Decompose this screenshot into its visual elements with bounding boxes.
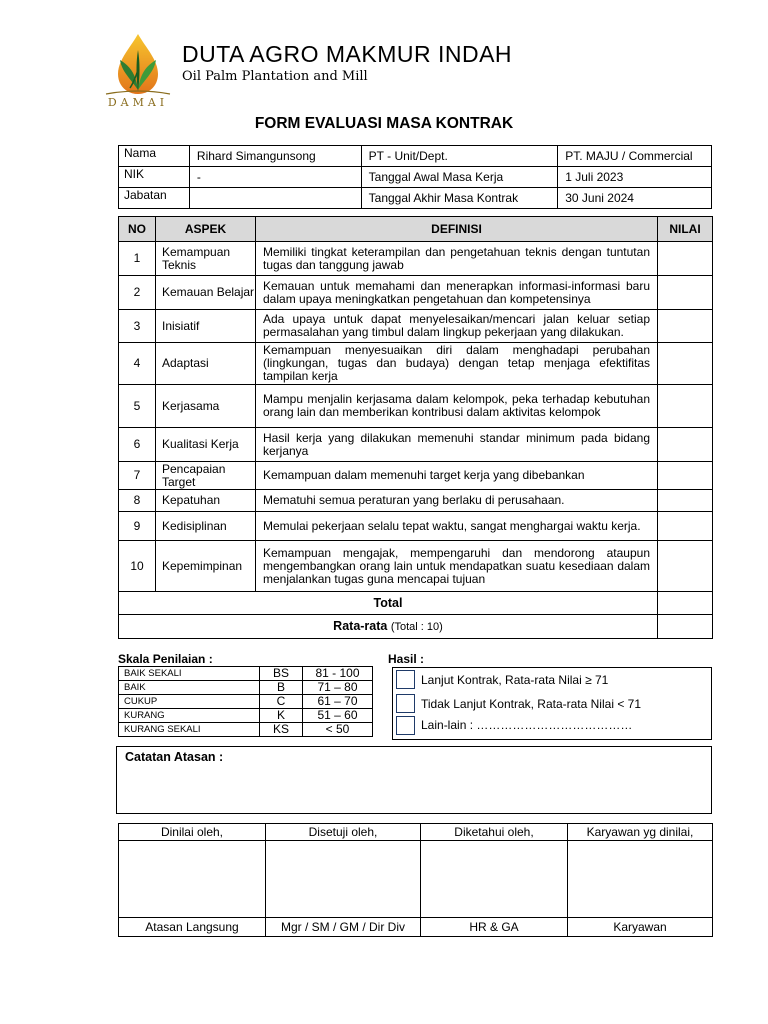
- result-box: [392, 667, 712, 740]
- row-definition: Memulai pekerjaan selalu tepat waktu, sangat menghargai waktu kerja.: [256, 512, 658, 541]
- row-score-cell[interactable]: [658, 385, 713, 428]
- row-number: 4: [119, 343, 156, 385]
- row-score-cell[interactable]: [658, 428, 713, 462]
- signature-role: Karyawan: [568, 918, 713, 937]
- signature-table: [118, 823, 713, 937]
- row-aspect: Kualitasi Kerja: [156, 428, 256, 462]
- average-label-cell: [119, 615, 658, 639]
- row-score-cell[interactable]: [658, 242, 713, 276]
- scale-code: BS: [260, 667, 303, 681]
- identity-table: [118, 145, 712, 209]
- signature-role-row: [119, 918, 713, 937]
- company-name: DUTA AGRO MAKMUR INDAH: [182, 41, 513, 67]
- row-number: 9: [119, 512, 156, 541]
- row-definition: Mampu menjalin kerjasama dalam kelompok, peka terhadap kebutuhan orang lain dan memberikan kontribusi dalam aktivitas kelompok: [256, 385, 658, 428]
- scale-range: 61 – 70: [303, 695, 373, 709]
- scale-label: KURANG: [119, 709, 260, 723]
- row-definition: Ada upaya untuk dapat menyelesaikan/mencari jalan keluar setiap permasalahan yang timbul dalam lingkup pekerjaan yang dilakukan.: [256, 310, 658, 343]
- signature-area-assessor[interactable]: [119, 841, 266, 918]
- result-option-label: Lanjut Kontrak, Rata-rata Nilai ≥ 71: [421, 673, 609, 687]
- scale-range: 81 - 100: [303, 667, 373, 681]
- row-score-cell[interactable]: [658, 490, 713, 512]
- scale-code: B: [260, 681, 303, 695]
- row-aspect: Inisiatif: [156, 310, 256, 343]
- nik-label: NIK: [119, 167, 190, 188]
- evaluation-header-row: [119, 217, 713, 242]
- total-label: Total: [119, 592, 658, 615]
- evaluation-row: [119, 385, 713, 428]
- row-aspect: Kedisiplinan: [156, 512, 256, 541]
- row-aspect: Kerjasama: [156, 385, 256, 428]
- signature-space-row: [119, 841, 713, 918]
- supervisor-notes-box[interactable]: [116, 746, 712, 814]
- row-score-cell[interactable]: [658, 276, 713, 310]
- result-title: Hasil :: [388, 652, 425, 666]
- row-aspect: Kemauan Belajar: [156, 276, 256, 310]
- row-aspect: Kepemimpinan: [156, 541, 256, 592]
- scale-label: KURANG SEKALI: [119, 723, 260, 737]
- scale-range: 51 – 60: [303, 709, 373, 723]
- logo-text: DAMAI: [107, 96, 169, 109]
- start-date-label: Tanggal Awal Masa Kerja: [361, 167, 558, 188]
- average-label: Rata-rata: [333, 618, 388, 633]
- row-number: 6: [119, 428, 156, 462]
- scale-code: KS: [260, 723, 303, 737]
- scale-title: Skala Penilaian :: [118, 652, 213, 666]
- dept-label: PT - Unit/Dept.: [361, 146, 558, 167]
- row-aspect: Adaptasi: [156, 343, 256, 385]
- position-value[interactable]: [189, 188, 361, 209]
- scale-range: 71 – 80: [303, 681, 373, 695]
- evaluation-row: [119, 541, 713, 592]
- row-definition: Kemampuan menyesuaikan diri dalam menghadapi perubahan (lingkungan, tugas dan budaya) dengan tetap menjaga efektifitas tampilan kerja: [256, 343, 658, 385]
- average-value-cell[interactable]: [658, 615, 713, 639]
- row-score-cell[interactable]: [658, 541, 713, 592]
- scale-label: BAIK SEKALI: [119, 667, 260, 681]
- scale-code: K: [260, 709, 303, 723]
- average-row: [119, 615, 713, 639]
- row-score-cell[interactable]: [658, 343, 713, 385]
- signature-header: Dinilai oleh,: [119, 824, 266, 841]
- scale-row: [119, 709, 373, 723]
- scale-label: BAIK: [119, 681, 260, 695]
- row-aspect: Pencapaian Target: [156, 462, 256, 490]
- evaluation-row: [119, 428, 713, 462]
- start-date-value[interactable]: 1 Juli 2023: [558, 167, 712, 188]
- dept-value[interactable]: PT. MAJU / Commercial: [558, 146, 712, 167]
- signature-area-employee[interactable]: [568, 841, 713, 918]
- row-definition: Kemampuan mengajak, mempengaruhi dan mendorong ataupun mengembangkan orang lain untuk mendapatkan suatu kesediaan dalam menjalankan tugas guna mencapai tujuan: [256, 541, 658, 592]
- scale-row: [119, 723, 373, 737]
- signature-role: Mgr / SM / GM / Dir Div: [266, 918, 421, 937]
- row-definition: Memiliki tingkat keterampilan dan pengetahuan teknis dengan tuntutan tugas dan tanggung jawab: [256, 242, 658, 276]
- signature-header: Disetuji oleh,: [266, 824, 421, 841]
- row-number: 10: [119, 541, 156, 592]
- row-score-cell[interactable]: [658, 462, 713, 490]
- header-no: NO: [119, 217, 156, 242]
- evaluation-row: [119, 310, 713, 343]
- end-date-value[interactable]: 30 Juni 2024: [558, 188, 712, 209]
- evaluation-row: [119, 512, 713, 541]
- company-logo: [100, 30, 176, 112]
- row-number: 2: [119, 276, 156, 310]
- header-score: NILAI: [658, 217, 713, 242]
- name-value[interactable]: Rihard Simangunsong: [189, 146, 361, 167]
- signature-header: Diketahui oleh,: [421, 824, 568, 841]
- signature-header: Karyawan yg dinilai,: [568, 824, 713, 841]
- name-label: Nama: [119, 146, 190, 167]
- identity-row-position: [119, 188, 712, 209]
- identity-row-name: [119, 146, 712, 167]
- row-number: 8: [119, 490, 156, 512]
- evaluation-row: [119, 490, 713, 512]
- result-option-label: Lain-lain : …………………………………: [421, 718, 633, 732]
- row-definition: Mematuhi semua peraturan yang berlaku di perusahaan.: [256, 490, 658, 512]
- company-tagline: Oil Palm Plantation and Mill: [182, 69, 368, 84]
- row-definition: Kemauan untuk memahami dan menerapkan informasi-informasi baru dalam upaya meningkatkan pengetahuan dan kompetensinya: [256, 276, 658, 310]
- row-definition: Kemampuan dalam memenuhi target kerja yang dibebankan: [256, 462, 658, 490]
- checkbox[interactable]: [396, 716, 415, 735]
- header-aspect: ASPEK: [156, 217, 256, 242]
- evaluation-row: [119, 276, 713, 310]
- scale-label: CUKUP: [119, 695, 260, 709]
- evaluation-row: [119, 462, 713, 490]
- scale-row: [119, 681, 373, 695]
- signature-role: HR & GA: [421, 918, 568, 937]
- end-date-label: Tanggal Akhir Masa Kontrak: [361, 188, 558, 209]
- row-score-cell[interactable]: [658, 310, 713, 343]
- signature-area-approver[interactable]: [266, 841, 421, 918]
- position-label: Jabatan: [119, 188, 190, 209]
- row-score-cell[interactable]: [658, 512, 713, 541]
- scale-code: C: [260, 695, 303, 709]
- nik-value[interactable]: -: [189, 167, 361, 188]
- signature-header-row: [119, 824, 713, 841]
- evaluation-table: [118, 216, 713, 639]
- identity-row-nik: [119, 167, 712, 188]
- total-value-cell[interactable]: [658, 592, 713, 615]
- row-aspect: Kemampuan Teknis: [156, 242, 256, 276]
- evaluation-row: [119, 242, 713, 276]
- checkbox[interactable]: [396, 694, 415, 713]
- total-row: [119, 592, 713, 615]
- row-number: 5: [119, 385, 156, 428]
- row-number: 7: [119, 462, 156, 490]
- row-aspect: Kepatuhan: [156, 490, 256, 512]
- average-note: (Total : 10): [390, 620, 443, 633]
- checkbox[interactable]: [396, 670, 415, 689]
- header-definition: DEFINISI: [256, 217, 658, 242]
- result-option-label: Tidak Lanjut Kontrak, Rata-rata Nilai < 71: [421, 697, 642, 711]
- signature-role: Atasan Langsung: [119, 918, 266, 937]
- row-definition: Hasil kerja yang dilakukan memenuhi standar minimum pada bidang kerjanya: [256, 428, 658, 462]
- scale-row: [119, 695, 373, 709]
- supervisor-notes-label: Catatan Atasan :: [125, 750, 224, 764]
- row-number: 1: [119, 242, 156, 276]
- scale-row: [119, 667, 373, 681]
- row-number: 3: [119, 310, 156, 343]
- signature-area-hr[interactable]: [421, 841, 568, 918]
- scale-range: < 50: [303, 723, 373, 737]
- evaluation-row: [119, 343, 713, 385]
- form-title: FORM EVALUASI MASA KONTRAK: [254, 115, 514, 132]
- scale-table: [118, 666, 373, 737]
